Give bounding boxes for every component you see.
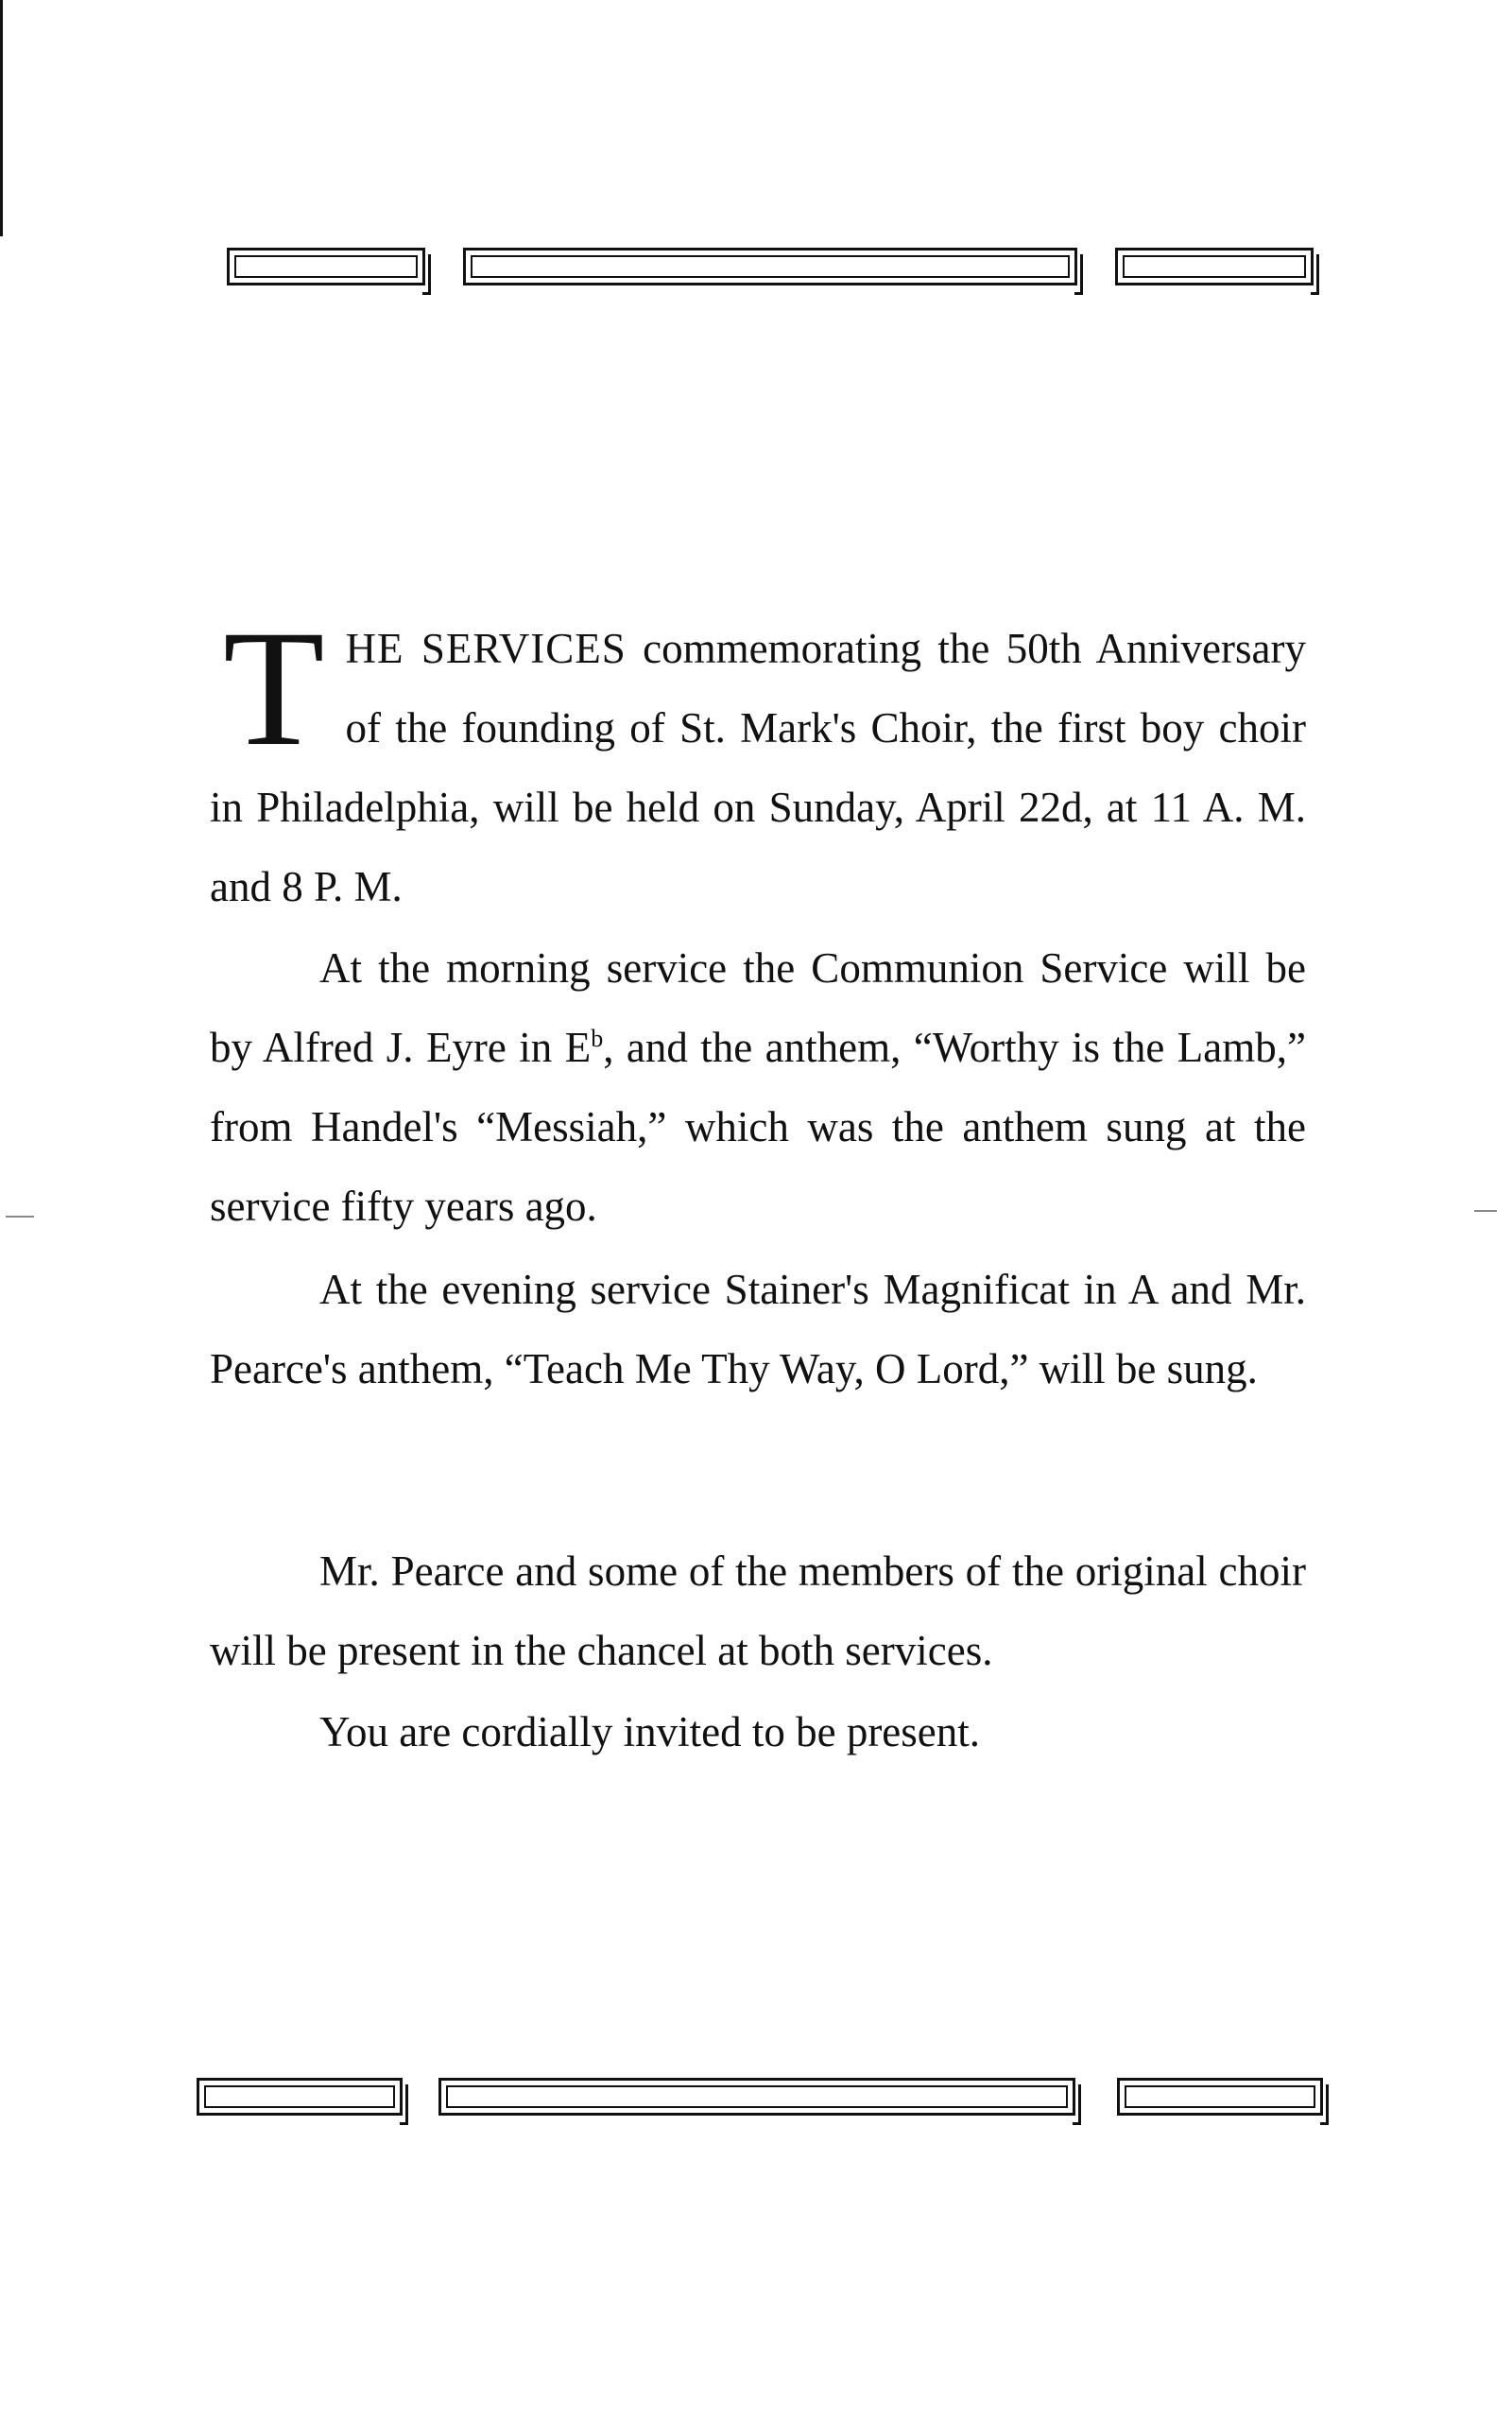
- border-box-center: [438, 2078, 1075, 2116]
- border-box-left: [197, 2078, 403, 2116]
- margin-speck-right: [1474, 1210, 1497, 1212]
- flat-superscript: b: [591, 1025, 604, 1052]
- top-ornamental-border: [227, 248, 1323, 293]
- paragraph-morning-service: [210, 928, 1306, 1246]
- lead-in-text: HE SERVICES: [345, 625, 627, 672]
- drop-cap: T: [223, 596, 325, 781]
- border-box-left: [227, 248, 425, 285]
- margin-speck-left: [6, 1216, 34, 1218]
- paragraph-announcement: [210, 596, 1306, 926]
- paragraph-invitation: You are cordially invited to be present.: [319, 1708, 981, 1755]
- border-box-center: [463, 248, 1077, 285]
- border-box-right: [1117, 2078, 1323, 2116]
- paragraph-evening-service: At the evening service Stainer's Magnificat in A and Mr. Pearce's anthem, “Teach Me Thy Way, O Lord,” will be sung.: [210, 1266, 1306, 1392]
- morning-service-text: At the morning service the Communion Service will be by Alfred J. Eyre in E: [210, 944, 1306, 1071]
- border-box-right: [1115, 248, 1314, 285]
- scan-edge-line: [0, 0, 3, 236]
- morning-service-text-end: , and the anthem, “Worthy is the Lamb,” from Handel's “Messiah,” which was the anthem sung at the service fifty years ago.: [210, 1024, 1306, 1230]
- bottom-ornamental-border: [197, 2078, 1331, 2123]
- paragraph-announcement-text: commemorating the 50th Anniversary of the founding of St. Mark's Choir, the first boy choir in Philadelphia, will be held on Sunday, April 22d, at 11 A. M. and 8 P. M.: [210, 625, 1306, 910]
- paragraph-original-choir: Mr. Pearce and some of the members of the original choir will be present in the chancel at both services.: [210, 1547, 1306, 1674]
